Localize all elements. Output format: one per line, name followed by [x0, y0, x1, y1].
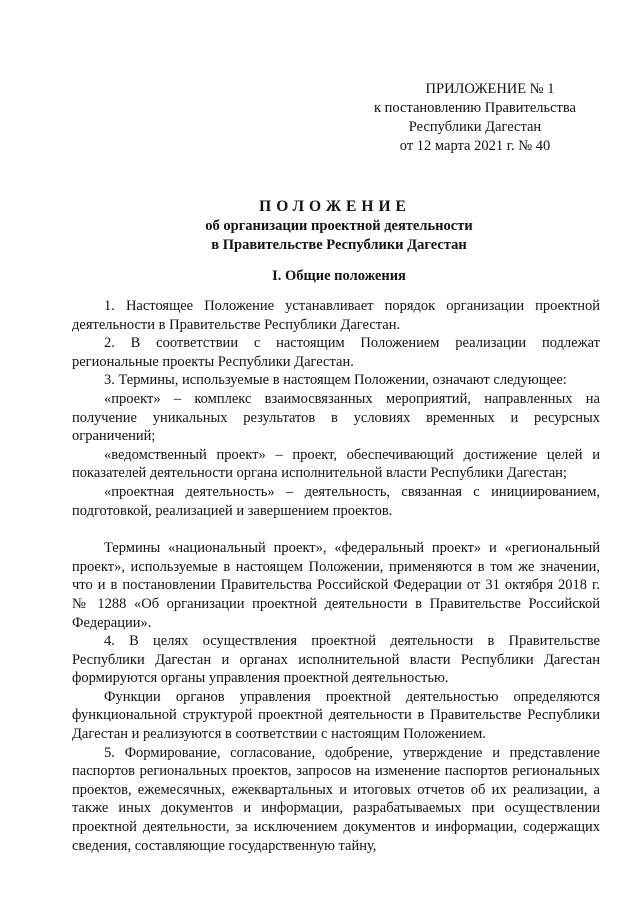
- document-body: [72, 297, 600, 855]
- paragraph-3: 3. Термины, используемые в настоящем Положении, означают следующее:: [104, 372, 567, 389]
- paragraph-2: 2. В соответствии с настоящим Положением реализации подлежат региональные проекты Республики Дагестан.: [72, 335, 600, 370]
- document-title: ПОЛОЖЕНИЕ: [259, 198, 411, 215]
- paragraph-1: 1. Настоящее Положение устанавливает порядок организации проектной деятельности в Правительстве Республики Дагестан.: [72, 298, 600, 333]
- appendix-date-line: от 12 марта 2021 г. № 40: [399, 138, 551, 154]
- appendix-block: [330, 80, 620, 156]
- document-subtitle-1: об организации проектной деятельности: [205, 218, 473, 234]
- definition-project-activity: «проектная деятельность» – деятельность, связанная с инициированием, подготовкой, реализацией и завершением проектов.: [72, 483, 600, 519]
- paragraph-4: 4. В целях осуществления проектной деятельности в Правительстве Республики Дагестан и органах исполнительной власти Республики Дагестан формируются органы управления проектной деятельностью.: [72, 633, 600, 687]
- document-subtitle-2: в Правительстве Республики Дагестан: [211, 237, 467, 253]
- definition-project: «проект» – комплекс взаимосвязанных мероприятий, направленных на получение уникальных результатов в условиях временных и ресурсных ограничений;: [72, 390, 600, 445]
- paragraph-terms: Термины «национальный проект», «федеральный проект» и «региональный проект», используемые в настоящем Положении, применяются в том же значении, что и в постановлении Правительства Российской Федерации от 31 октября 2018 г. № 1288 «Об организации проектной деятельности в Правительстве Российской Федерации».: [72, 540, 600, 631]
- paragraph-5: 5. Формирование, согласование, одобрение, утверждение и представление паспортов региональных проектов, запросов на изменение паспортов региональных проектов, ежемесячных, ежеквартальных и итоговых отчетов об их реализации, а также иных документов и информации, разрабатываемых при осуществлении проектной деятельности, за исключением документов и информации, содержащих сведения, составляющие государственную тайну,: [72, 744, 600, 854]
- document-heading: [0, 196, 640, 255]
- paragraph-functions: Функции органов управления проектной деятельностью определяются функциональной структурой проектной деятельности в Правительстве Республики Дагестан и реализуются в соответствии с настоящим Положением.: [72, 688, 600, 743]
- definition-departmental-project: «ведомственный проект» – проект, обеспечивающий достижение целей и показателей деятельности органа исполнительной власти Республики Дагестан;: [72, 446, 600, 482]
- appendix-decree-line: к постановлению Правительства: [374, 100, 576, 116]
- appendix-number: ПРИЛОЖЕНИЕ № 1: [425, 81, 555, 97]
- appendix-republic-line: Республики Дагестан: [408, 119, 542, 135]
- section-heading: I. Общие положения: [272, 268, 406, 284]
